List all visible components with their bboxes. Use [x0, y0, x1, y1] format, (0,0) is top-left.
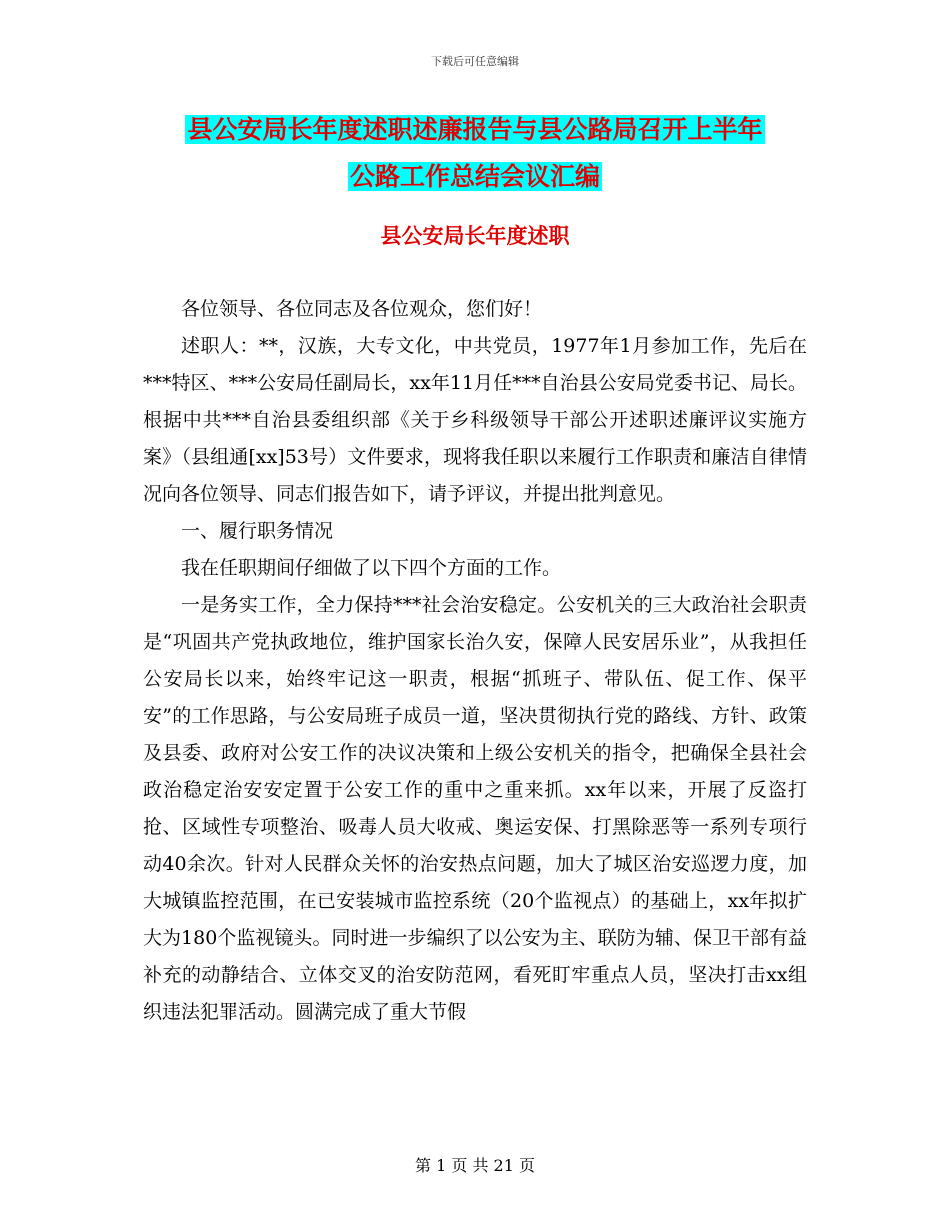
paragraph-summary: 我在任职期间仔细做了以下四个方面的工作。 [181, 557, 562, 579]
paragraph-heading-duties: 一、履行职务情况 [181, 520, 334, 542]
document-body [143, 291, 807, 1031]
paragraph-greeting: 各位领导、各位同志及各位观众，您们好！ [181, 298, 543, 320]
section-title: 县公安局长年度述职 [380, 224, 570, 248]
document-title [140, 106, 810, 200]
document-title-line-1: 县公安局长年度述职述廉报告与县公路局召开上半年 [187, 115, 763, 144]
page-header-note: 下载后可任意编辑 [431, 55, 519, 68]
paragraph-first-point: 一是务实工作，全力保持***社会治安稳定。公安机关的三大政治社会职责是“巩固共产党执政地位，维护国家长治久安，保障人民安居乐业”，从我担任公安局长以来，始终牢记这一职责，根据“抓班子、带队伍、促工作、保平安”的工作思路，与公安局班子成员一道，坚决贯彻执行党的路线、方针、政策及县委、政府对公安工作的决议决策和上级公安机关的指令，把确保全县社会政治稳定治安安定置于公安工作的重中之重来抓。xx年以来，开展了反盗打抢、区域性专项整治、吸毒人员大收戒、奥运安保、打黑除恶等一系列专项行动40余次。针对人民群众关怀的治安热点问题，加大了城区治安巡逻力度，加大城镇监控范围，在已安装城市监控系统（20个监视点）的基础上，xx年拟扩大为180个监视镜头。同时进一步编织了以公安为主、联防为辅、保卫干部有益补充的动静结合、立体交叉的治安防范网，看死盯牢重点人员，坚决打击xx组织违法犯罪活动。圆满完成了重大节假 [143, 594, 807, 1023]
page-number: 第 1 页 共 21 页 [415, 1156, 535, 1175]
paragraph-introduction: 述职人：**，汉族，大专文化，中共党员，1977年1月参加工作，先后在***特区、***公安局任副局长，xx年11月任***自治县公安局党委书记、局长。根据中共***自治县委组织部《关于乡科级领导干部公开述职述廉评议实施方案》（县组通[xx]53号）文件要求，现将我任职以来履行工作职责和廉洁自律情况向各位领导、同志们报告如下，请予评议，并提出批判意见。 [143, 335, 807, 505]
document-title-line-2: 公路工作总结会议汇编 [349, 162, 600, 191]
